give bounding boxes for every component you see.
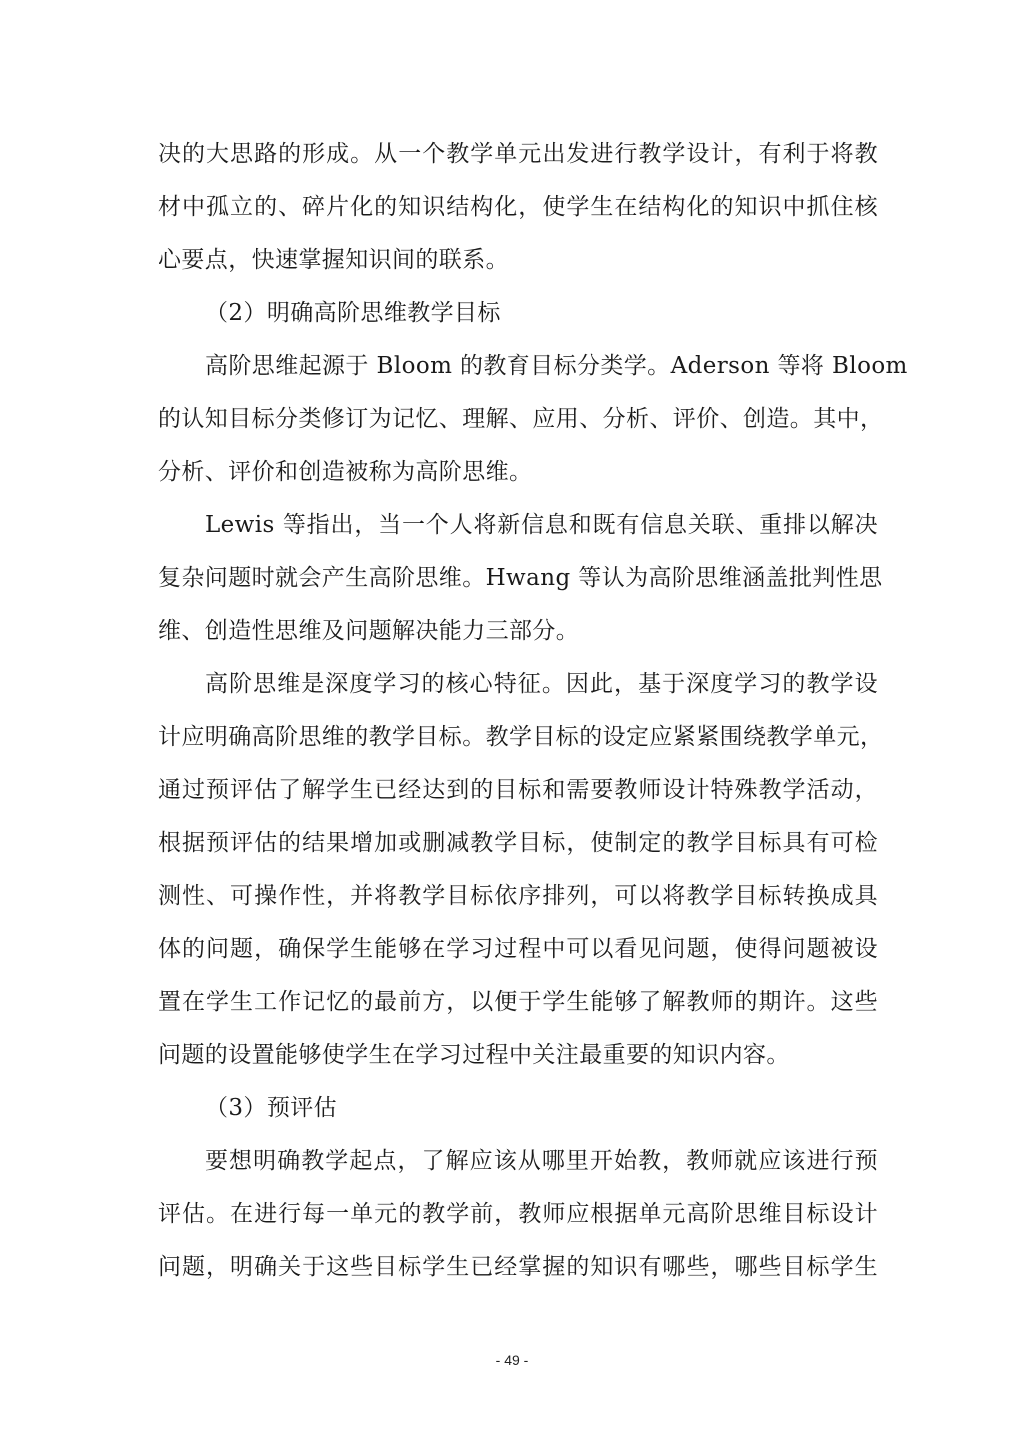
paragraph-4-line-2: 计应明确高阶思维的教学目标。教学目标的设定应紧紧围绕教学单元， <box>158 724 884 750</box>
page-number: - 49 - <box>495 1352 529 1368</box>
paragraph-5-line-2: 评估。在进行每一单元的教学前，教师应根据单元高阶思维目标设计 <box>158 1201 878 1227</box>
paragraph-3-line-3: 维、创造性思维及问题解决能力三部分。 <box>158 618 580 644</box>
section-heading-3: （3）预评估 <box>205 1095 338 1121</box>
paragraph-5-line-1: 要想明确教学起点，了解应该从哪里开始教，教师就应该进行预 <box>205 1148 878 1174</box>
paragraph-5-line-3: 问题，明确关于这些目标学生已经掌握的知识有哪些，哪些目标学生 <box>158 1254 878 1280</box>
paragraph-2-line-3: 分析、评价和创造被称为高阶思维。 <box>158 459 533 485</box>
paragraph-1-line-1: 决的大思路的形成。从一个教学单元出发进行教学设计，有利于将教 <box>158 141 878 167</box>
paragraph-4-line-8: 问题的设置能够使学生在学习过程中关注最重要的知识内容。 <box>158 1042 790 1068</box>
paragraph-2-line-2: 的认知目标分类修订为记忆、理解、应用、分析、评价、创造。其中， <box>158 406 884 432</box>
paragraph-3-line-1: Lewis 等指出，当一个人将新信息和既有信息关联、重排以解决 <box>205 512 878 538</box>
paragraph-4-line-5: 测性、可操作性，并将教学目标依序排列，可以将教学目标转换成具 <box>158 883 878 909</box>
section-heading-2: （2）明确高阶思维教学目标 <box>205 300 501 326</box>
paragraph-4-line-4: 根据预评估的结果增加或删减教学目标，使制定的教学目标具有可检 <box>158 830 878 856</box>
paragraph-2-line-1: 高阶思维起源于 Bloom 的教育目标分类学。Aderson 等将 Bloom <box>205 353 908 379</box>
paragraph-4-line-3: 通过预评估了解学生已经达到的目标和需要教师设计特殊教学活动， <box>158 777 878 803</box>
paragraph-3-line-2: 复杂问题时就会产生高阶思维。Hwang 等认为高阶思维涵盖批判性思 <box>158 565 883 591</box>
paragraph-4-line-1: 高阶思维是深度学习的核心特征。因此，基于深度学习的教学设 <box>205 671 878 697</box>
paragraph-1-line-3: 心要点，快速掌握知识间的联系。 <box>158 247 509 273</box>
paragraph-4-line-7: 置在学生工作记忆的最前方，以便于学生能够了解教师的期许。这些 <box>158 989 878 1015</box>
paragraph-1-line-2: 材中孤立的、碎片化的知识结构化，使学生在结构化的知识中抓住核 <box>158 194 878 220</box>
paragraph-4-line-6: 体的问题，确保学生能够在学习过程中可以看见问题，使得问题被设 <box>158 936 878 962</box>
